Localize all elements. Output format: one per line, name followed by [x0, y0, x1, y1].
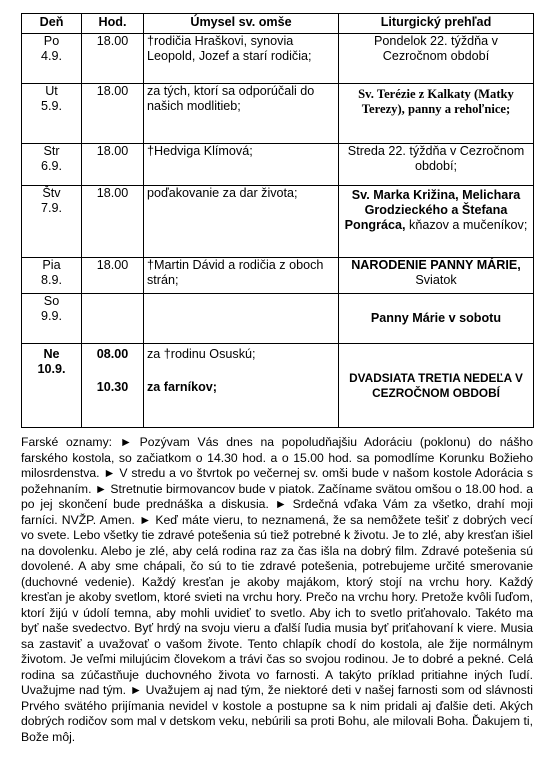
hour-cell: 18.00	[82, 186, 144, 258]
day-cell	[22, 34, 82, 84]
table-row	[22, 186, 534, 258]
header-intent: Úmysel sv. omše	[144, 14, 339, 34]
parish-announcements	[21, 435, 533, 745]
table-header-row	[22, 14, 534, 34]
day-date: 7.9.	[40, 201, 62, 215]
liturgy-rank: kňazov a mučeníkov;	[409, 218, 528, 232]
intent-cell: †rodičia Hraškovi, synovia Leopold, Jozef a starí rodičia;	[144, 34, 339, 84]
day-name: Po	[43, 34, 60, 48]
intent-cell: poďakovanie za dar života;	[144, 186, 339, 258]
intent-first: za †rodinu Osuskú;	[147, 347, 256, 361]
table-row	[22, 294, 534, 344]
liturgy-cell	[339, 258, 534, 294]
intent-cell	[144, 344, 339, 428]
day-date: 8.9.	[40, 273, 62, 287]
day-date: 10.9.	[37, 362, 66, 376]
liturgy-cell: Pondelok 22. týždňa v Cezročnom období	[339, 34, 534, 84]
day-cell	[22, 344, 82, 428]
day-name: Ut	[45, 84, 58, 98]
day-date: 5.9.	[40, 99, 62, 113]
hour-cell: 18.00	[82, 258, 144, 294]
hour-second: 10.30	[96, 380, 129, 394]
hour-first: 08.00	[96, 347, 129, 361]
liturgy-saints: Sv. Marka Križina, Melichara Grodzieckého a Štefana Pongráca,	[344, 188, 521, 232]
liturgy-cell: Panny Márie v sobotu	[339, 294, 534, 344]
table-row	[22, 84, 534, 144]
hour-cell	[82, 344, 144, 428]
liturgy-rank: Sviatok	[415, 273, 457, 287]
header-day: Deň	[22, 14, 82, 34]
day-cell	[22, 144, 82, 186]
intent-cell: †Martin Dávid a rodičia z oboch strán;	[144, 258, 339, 294]
day-cell	[22, 84, 82, 144]
header-hour: Hod.	[82, 14, 144, 34]
header-liturgy: Liturgický prehľad	[339, 14, 534, 34]
table-row	[22, 34, 534, 84]
day-name: Ne	[43, 347, 60, 361]
mass-schedule-table	[21, 13, 534, 428]
table-row	[22, 144, 534, 186]
intent-second: za farníkov;	[147, 380, 217, 394]
day-name: Pia	[42, 258, 61, 272]
announcements-text: Farské oznamy: ► Pozývam Vás dnes na popoludňajšiu Adoráciu (poklonu) do nášho farského kostola, so začiatkom o 14.30 hod. a o 15.00 hod. sa pomodlíme Korunku Božieho milosrdenstva. ► V stredu a vo štvrtok po večernej sv. omši bude v našom kostole Adorácia s požehnaním. ► Stretnutie birmovancov bude v piatok. Začíname svätou omšou o 18.00 hod. a po jej skončení bude prednáška a diskusia. ► Srdečná vďaka Vám za všetko, drahí moji farníci. NVŽP. Amen. ► Keď máte vieru, to neznamená, že sa nemôžete tešiť z dobrých vecí vo svete. Lebo všetky tie zdravé potešenia sú tiež potrebné k životu. Je to zlé, aby kresťan išiel na dovolenku. Alebo je zlé, aby celá rodina raz za čas išla na dobrý film. Zdravé potešenia sú dovolené. A aby sme chápali, čo sú to tie zdravé potešenia, potrebujeme určité smerovanie (duchovné vedenie). Každý kresťan je akoby majákom, ktorý stojí na vrchu hory. Každý kresťan je akoby svetlom, ktoré svieti na vrchu hory. Prečo na vrchu hory. Pretože kvôli ľuďom, ktorí žijú v údolí temna, aby mohli uvidieť to svetlo. Aby ich to svetlo priťahovalo. Takéto ma byť naše svedectvo. Byť hrdý na svoju vieru a ďalší ľudia musia byť priťahovaní k viere. Musia sa zastaviť a uvažovať o vašom živote. Tento chlapík chodí do kostola, ale žije normálnym životom. Je veľmi milujúcim človekom a trávi čas so svojou rodinou. Je to dobré a pekné. Celá rodina sa zúčastňuje duchovného života vo farnosti. A takýto príklad pritiahne iných ľudí. Uvažujme nad tým. ► Uvažujem aj nad tým, že niektoré deti v našej farnosti som od slávnosti Prvého svätého prijímania nevidel v kostole a postupne sa k nim pridali aj ďalšie deti. Akých dobrých rodičov som mal v detskom veku, nebúrili sa proti Bohu, ale milovali Boha. Ďakujem ti, Bože môj.	[21, 435, 533, 744]
day-date: 6.9.	[40, 159, 62, 173]
liturgy-cell: DVADSIATA TRETIA NEDEĽA V CEZROČNOM OBDOBÍ	[339, 344, 534, 428]
intent-cell: †Hedviga Klímová;	[144, 144, 339, 186]
day-cell	[22, 294, 82, 344]
day-name: Str	[43, 144, 60, 158]
day-name: So	[43, 294, 60, 308]
liturgy-cell	[339, 186, 534, 258]
intent-cell	[144, 294, 339, 344]
hour-cell: 18.00	[82, 84, 144, 144]
day-date: 9.9.	[40, 309, 62, 323]
intent-cell: za tých, ktorí sa odporúčali do našich modlitieb;	[144, 84, 339, 144]
liturgy-feast: NARODENIE PANNY MÁRIE,	[351, 258, 521, 272]
day-date: 4.9.	[40, 49, 62, 63]
hour-cell: 18.00	[82, 144, 144, 186]
hour-cell	[82, 294, 144, 344]
table-row	[22, 344, 534, 428]
day-cell	[22, 258, 82, 294]
liturgy-cell: Sv. Terézie z Kalkaty (Matky Terezy), panny a rehoľnice;	[339, 84, 534, 144]
liturgy-cell: Streda 22. týždňa v Cezročnom období;	[339, 144, 534, 186]
hour-cell: 18.00	[82, 34, 144, 84]
table-row	[22, 258, 534, 294]
day-cell	[22, 186, 82, 258]
day-name: Štv	[42, 186, 61, 200]
